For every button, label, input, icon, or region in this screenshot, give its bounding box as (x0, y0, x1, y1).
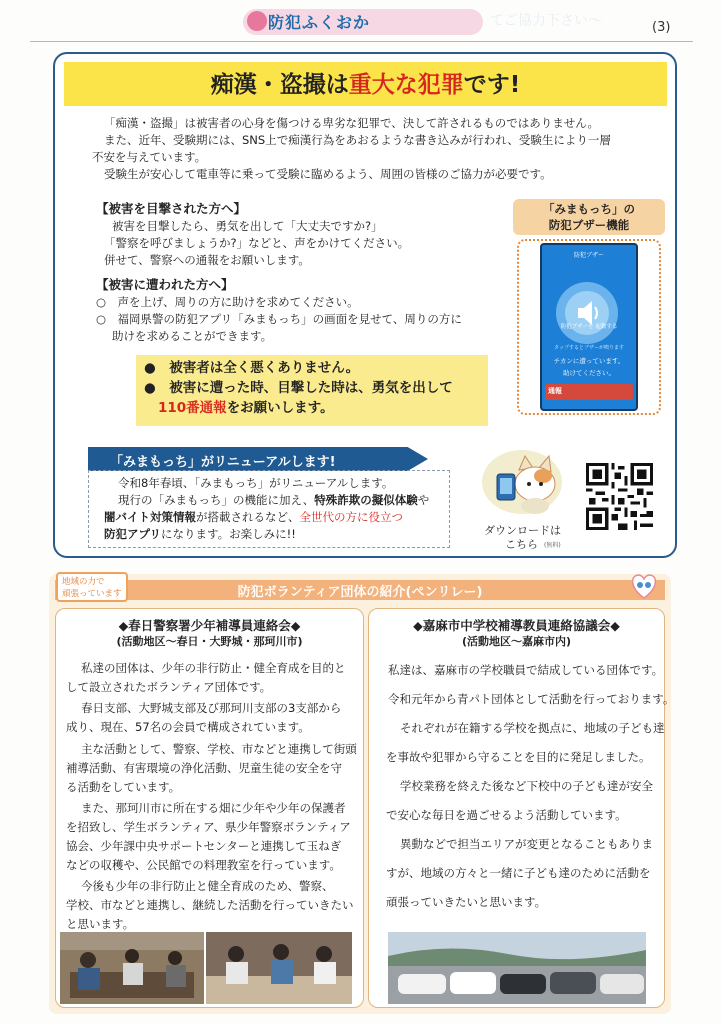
buzzer-label-line-2: 防犯ブザー機能 (548, 218, 630, 232)
victim-line: ○ 声を上げ、周りの方に助けを求めてください。 (96, 295, 359, 309)
key-message-1: ● 被害者は全く悪くありません。 (144, 360, 360, 376)
key-message-3-tail: をお願いします。 (226, 400, 334, 416)
community-tag-line-2: 頑張っています (62, 589, 122, 599)
card-title-kama: ◆嘉麻市中学校補導教員連絡協議会◆ (413, 618, 620, 633)
phone-title: 防犯ブザー (573, 252, 604, 259)
card-text-line: 私達の団体は、少年の非行防止・健全育成を目的と (81, 661, 346, 675)
card-text-line: 春日支部、大野城支部及び那珂川支部の3支部から (81, 701, 342, 715)
card-text-line: 今後も少年の非行防止と健全育成のため、警察、 (81, 879, 334, 893)
police-mascot-icon (247, 11, 267, 31)
buzzer-label-line-1: 「みまもっち」の (543, 202, 635, 216)
headline-part-2: です! (463, 72, 521, 98)
headline-emphasis: 重大な犯罪 (348, 72, 464, 98)
cat-mascot-icon (477, 448, 567, 516)
card-subtitle-kama: (活動地区～嘉麻市内) (461, 635, 572, 648)
header-divider (30, 41, 693, 42)
card-text-line: 学校業務を終えた後など下校中の子ども達が安全 (400, 779, 653, 793)
phone-message-2: 助けてください。 (563, 369, 615, 377)
card-text-line: すが、地域の方々と一緒に子ども達のために活動を (386, 866, 651, 880)
headline (64, 66, 667, 99)
intro-paragraph-2b: 不安を与えています。 (92, 150, 207, 164)
card-text-line: 異動などで担当エリアが変更となることもありま (400, 837, 653, 851)
card-text-line: また、那珂川市に所在する畑に少年や少年の保護者 (81, 801, 346, 815)
renewal-line-2 (118, 492, 429, 509)
card-text-line: と思います。 (66, 917, 135, 931)
intro-paragraph-2a: また、近年、受験期には、SNS上で痴漢行為をあおるような書き込みが行われ、受験生により一層 (104, 133, 611, 147)
renewal-line-2-a: 現行の「みまもっち」の機能に加え、 (118, 493, 315, 507)
renewal-fraud-sim: 特殊詐欺の擬似体験 (314, 493, 418, 507)
page-number: (3) (652, 20, 671, 35)
victim-heading: 【被害に遭われた方へ】 (96, 277, 234, 292)
key-message-3 (158, 399, 334, 418)
card-title-kasuga: ◆春日警察署少年補導員連絡会◆ (118, 618, 301, 633)
card-text-line: を招致し、学生ボランティア、県少年警察ボランティア (66, 820, 351, 834)
patrol-cars-photo (388, 932, 646, 1004)
witness-heading: 【被害を目撃された方へ】 (96, 201, 247, 216)
renewal-line-4-b: になります。お楽しみに!! (161, 527, 296, 541)
renewal-line-4 (104, 526, 296, 543)
speaker-icon (556, 282, 618, 344)
card-text-line: 令和元年から青パト団体として活動を行っております。 (388, 692, 675, 706)
emergency-number: 110番通報 (158, 400, 227, 416)
intro-paragraph-3: 受験生が安心して電車等に乗って受験に臨めるよう、周囲の皆様のご協力が必要です。 (104, 167, 552, 181)
renewal-line-3-b: が搭載されるなど、 (196, 510, 300, 524)
header-faded-text: てご協力下さい〜 (490, 13, 602, 29)
key-message-2: ● 被害に遭った時、目撃した時は、勇気を出して (144, 380, 453, 396)
victim-line: 助けを求めることができます。 (112, 329, 273, 343)
intro-paragraph-1: 「痴漢・盗撮」は被害者の心身を傷つける卑劣な犯罪で、決して許されるものではありません。 (104, 116, 599, 130)
download-text-1: ダウンロードは (484, 524, 561, 537)
card-text-line: 補導活動、有害環境の浄化活動、児童生徒の安全を守 (66, 761, 342, 775)
card-text-line: 成り、現在、57名の会員で構成されています。 (66, 720, 310, 734)
card-text-line: を事故や犯罪から守ることを目的に発足しました。 (386, 750, 651, 764)
card-text-line: る活動をしています。 (66, 780, 181, 794)
renewal-line-1: 令和8年春頃、「みまもっち」がリニューアルします。 (118, 476, 394, 490)
card-text-line: 主な活動として、警察、学校、市などと連携して街頭 (81, 742, 357, 756)
witness-line: 被害を目撃したら、勇気を出して「大丈夫ですか?」 (112, 219, 383, 233)
download-free-note: (無料) (544, 542, 561, 549)
download-text-2[interactable]: こちら (505, 538, 538, 551)
phone-message-1: チカンに遭っています。 (553, 357, 625, 365)
heart-mascot-icon (628, 572, 660, 600)
card-text-line: などの収穫や、公民館での料理教室を行っています。 (66, 858, 341, 872)
report-button-label: 通報 (548, 387, 562, 395)
newsletter-title: 防犯ふくおか (268, 13, 371, 32)
renewal-line-3 (104, 509, 403, 526)
card-text-line: 私達は、嘉麻市の学校職員で結成している団体です。 (388, 663, 664, 677)
phone-sub: 防犯ブザーを 起動する (560, 324, 618, 330)
headline-part-1: 痴漢・盗撮は (210, 72, 349, 98)
activity-photo-cooking (206, 932, 352, 1004)
card-text-line: 頑張っていきたいと思います。 (386, 895, 547, 909)
card-text-line: それぞれが在籍する学校を拠点に、地域の子ども達 (400, 721, 665, 735)
renewal-line-2-c: や (417, 493, 430, 507)
witness-line: 併せて、警察への通報をお願いします。 (104, 253, 310, 267)
card-text-line: で安心な毎日を過ごせるよう活動しています。 (386, 808, 627, 822)
victim-line: ○ 福岡県警の防犯アプリ「みまもっち」の画面を見せて、周りの方に (96, 312, 462, 326)
section-title: 防犯ボランティア団体の紹介(ペンリレー) (237, 585, 483, 600)
card-text-line: して設立されたボランティア団体です。 (66, 680, 272, 694)
activity-photo-harvest (60, 932, 204, 1004)
qr-code-icon[interactable] (586, 463, 653, 530)
witness-line: 「警察を呼びましょうか?」などと、声をかけてください。 (104, 236, 410, 250)
phone-hint: タップするとブザーが鳴ります (553, 345, 624, 351)
renewal-all-generations: 全世代の方に役立つ (299, 510, 403, 524)
renewal-banner-text: 「みまもっち」がリニューアルします! (110, 455, 336, 470)
renewal-dark-job-info: 闇バイト対策情報 (104, 510, 196, 524)
card-text-line: 学校、市などと連携し、継続した活動を行っていきたい (66, 898, 354, 912)
card-subtitle-kasuga: (活動地区～春日・大野城・那珂川市) (116, 635, 303, 648)
card-text-line: 協会、少年課中央サポートセンターと連携して玉ねぎ (66, 839, 342, 853)
community-tag-line-1: 地域の力で (62, 577, 105, 587)
renewal-app-name: 防犯アプリ (104, 527, 162, 541)
